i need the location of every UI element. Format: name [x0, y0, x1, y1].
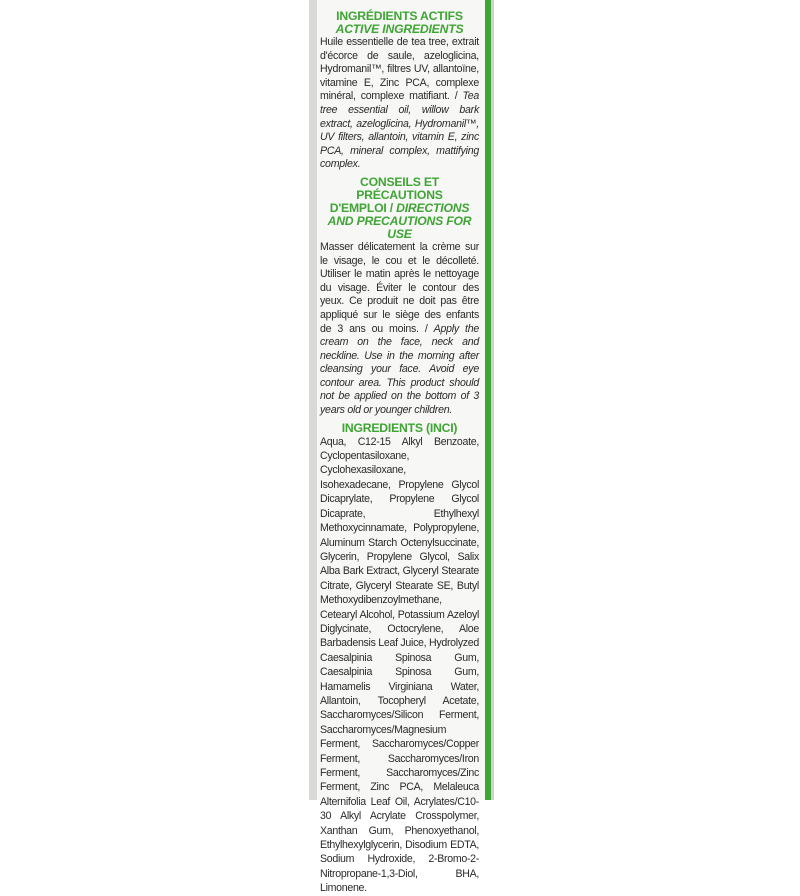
directions-heading-line-2 — [320, 202, 479, 215]
inci-section — [320, 422, 479, 896]
box-right-edge — [491, 0, 494, 800]
inci-heading: INGREDIENTS (INCI) — [341, 420, 458, 435]
box-left-edge — [309, 0, 317, 800]
active-body — [320, 36, 479, 172]
directions-heading-fr-1: CONSEILS ET PRÉCAUTIONS — [356, 174, 443, 202]
directions-heading-en-2: AND PRECAUTIONS FOR USE — [327, 213, 472, 241]
active-body-fr: Huile essentielle de tea tree, extrait d'écorce de saule, azeloglicina, Hydromanil™, filtres UV, allantoïne, vitamine E, Zinc PCA, complexe minéral, complexe matifiant. / — [320, 36, 479, 103]
label-panel — [317, 0, 485, 895]
active-heading-fr: INGRÉDIENTS ACTIFS — [336, 9, 463, 23]
directions-body-fr: Masser délicatement la crème sur le visage, le cou et le décolleté. Utiliser le matin après le nettoyage du visage. Éviter le contour des yeux. Ce produit ne doit pas être appliqué sur le siège des enfants de 3 ans ou moins. / — [320, 240, 479, 335]
directions-heading-en-1: DIRECTIONS — [396, 200, 470, 215]
inci-list: Aqua, C12-15 Alkyl Benzoate, Cyclopentasiloxane, Cyclohexasiloxane, Isohexadecane, Propylene Glycol Dicaprylate, Propylene Glycol Dicaprate, Ethylhexyl Methoxycinnamate, Polypropylene, Aluminum Starch Octenylsuccinate, Glycerin, Propylene Glycol, Salix Alba Bark Extract, Glyceryl Stearate Citrate, Glyceryl Stearate SE, Butyl Methoxydibenzoylmethane, Cetearyl Alcohol, Potassium Azeloyl Diglycinate, Octocrylene, Aloe Barbadensis Leaf Juice, Hydrolyzed Caesalpinia Spinosa Gum, Caesalpinia Spinosa Gum, Hamamelis Virginiana Water, Allantoin, Tocopheryl Acetate, Saccharomyces/Silicon Ferment, Saccharomyces/Magnesium Ferment, Saccharomyces/Copper Ferment, Saccharomyces/Iron Ferment, Saccharomyces/Zinc Ferment, Zinc PCA, Melaleuca Alternifolia Leaf Oil, Acrylates/C10-30 Alkyl Acrylate Crosspolymer, Xanthan Gum, Phenoxyethanol, Ethylhexylglycerin, Disodium EDTA, Sodium Hydroxide, 2-Bromo-2-Nitropropane-1,3-Diol, BHA, Limonene. — [320, 435, 479, 895]
directions-section — [320, 176, 479, 418]
active-ingredients-section — [320, 10, 479, 172]
active-body-en: Tea tree essential oil, willow bark extract, azeloglicina, Hydromanil™, UV filters, allantoin, vitamin E, zinc PCA, mineral complex, mattifying complex. — [320, 90, 479, 171]
directions-heading-fr-2: D'EMPLOI / — [329, 200, 397, 215]
directions-body — [320, 241, 479, 418]
active-heading-en: ACTIVE INGREDIENTS — [335, 22, 464, 36]
directions-body-en: Apply the cream on the face, neck and neckline. Use in the morning after cleansing your face. Avoid eye contour area. This product should not be applied on the bottom of 3 years old or younger children. — [320, 322, 479, 417]
